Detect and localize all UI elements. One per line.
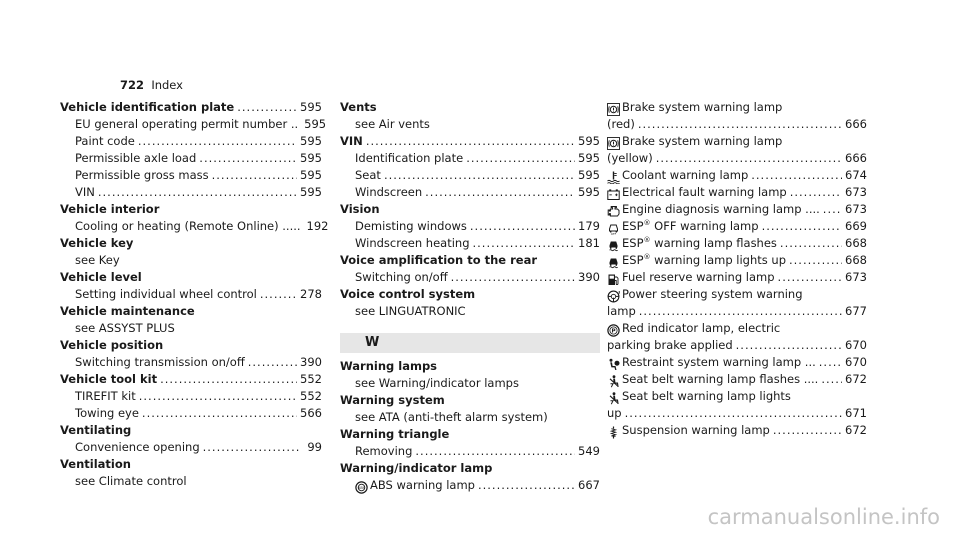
- index-entry-red: [607, 116, 867, 133]
- brake-icon: [607, 137, 620, 150]
- page-reference: 673: [845, 270, 867, 284]
- page-reference: 666: [845, 151, 867, 165]
- entry-text: Ventilating: [60, 423, 132, 437]
- leader-dots: [823, 201, 842, 218]
- index-entry-tirefit-kit: [60, 388, 322, 405]
- page-reference: 181: [578, 236, 600, 250]
- entry-text: Red indicator lamp, electric: [622, 321, 781, 335]
- index-heading-warning-system: [340, 392, 600, 409]
- index-entry-suspension-warning-lamp: [607, 422, 867, 439]
- leader-dots: [625, 405, 842, 422]
- index-entry-cooling-or-heating-remote-online: [60, 218, 329, 235]
- coolant-icon: [607, 171, 620, 184]
- entry-text: Suspension warning lamp: [622, 423, 770, 437]
- page-reference: 595: [304, 117, 327, 131]
- seatbelt-icon: [607, 375, 620, 388]
- restraint-icon: [607, 358, 620, 371]
- page-reference: 673: [845, 202, 867, 216]
- entry-text: Removing: [355, 444, 413, 458]
- leader-dots: [451, 269, 575, 286]
- index-heading-ventilation: [60, 456, 322, 473]
- index-entry-paint-code: [60, 133, 322, 150]
- leader-dots: [656, 150, 842, 167]
- index-entry-see-warning-indicator-lamps: [340, 375, 600, 392]
- index-entry-towing-eye: [60, 405, 322, 422]
- page-reference: 670: [845, 355, 867, 369]
- brake-icon: [607, 103, 620, 116]
- entry-text: Seat: [355, 168, 381, 182]
- entry-text: see LINGUATRONIC: [355, 304, 466, 318]
- entry-text: Vehicle interior: [60, 202, 160, 216]
- entry-text: Engine diagnosis warning lamp ....: [622, 202, 820, 216]
- entry-text: Demisting windows: [355, 219, 467, 233]
- leader-dots: [751, 167, 842, 184]
- entry-text: Convenience opening: [75, 440, 200, 454]
- entry-text: Warning/indicator lamp: [340, 461, 493, 475]
- svg-text:ABS: ABS: [357, 486, 366, 490]
- leader-dots: [789, 252, 842, 269]
- abs-icon: [355, 481, 368, 494]
- entry-text: Vehicle maintenance: [60, 304, 195, 318]
- entry-text: Electrical fault warning lamp: [622, 185, 787, 199]
- suspension-icon: [607, 426, 620, 439]
- index-entry-identification-plate: [340, 150, 600, 167]
- entry-text: lamp: [607, 304, 636, 318]
- entry-text: Towing eye: [75, 406, 139, 420]
- entry-text: ESP® warning lamp lights up: [622, 253, 786, 267]
- entry-text: VIN: [75, 185, 95, 199]
- entry-text: TIREFIT kit: [75, 389, 136, 403]
- page-reference: 667: [578, 478, 600, 492]
- leader-dots: [199, 150, 297, 167]
- entry-text: Ventilation: [60, 457, 131, 471]
- page-reference: 595: [300, 185, 322, 199]
- leader-dots: [736, 337, 842, 354]
- index-heading-voice-amplification-to-the-rear: [340, 252, 600, 269]
- entry-text: see Air vents: [355, 117, 430, 131]
- index-heading-vehicle-identification-plate: [60, 99, 322, 116]
- esp-off-icon: [607, 222, 620, 235]
- leader-dots: [473, 235, 576, 252]
- index-entry-fuel-reserve-warning-lamp: [607, 269, 867, 286]
- index-entry-lamp: [607, 303, 867, 320]
- entry-text: see ASSYST PLUS: [75, 321, 175, 335]
- engine-icon: [607, 205, 620, 218]
- entry-text: Vehicle tool kit: [60, 372, 158, 386]
- index-entry-see-ata-anti-theft-alarm-system: [340, 409, 600, 426]
- index-entry-up: [607, 405, 867, 422]
- index-heading-ventilating: [60, 422, 322, 439]
- entry-text: ESP® warning lamp flashes: [622, 236, 777, 250]
- entry-text: Vehicle key: [60, 236, 134, 250]
- index-entry-permissible-axle-load: [60, 150, 322, 167]
- page-reference: 278: [300, 287, 322, 301]
- page-reference: 677: [845, 304, 867, 318]
- index-entry-demisting-windows: [340, 218, 600, 235]
- index-heading-vehicle-interior: [60, 201, 322, 218]
- page-reference: 671: [845, 406, 867, 420]
- page-reference: 566: [300, 406, 322, 420]
- entry-text: Windscreen heating: [355, 236, 470, 250]
- entry-text: Permissible gross mass: [75, 168, 209, 182]
- page-reference: 674: [845, 168, 867, 182]
- page-reference: 670: [845, 338, 867, 352]
- svg-text:OFF: OFF: [610, 231, 617, 235]
- leader-dots: [639, 303, 842, 320]
- index-entry-esp-warning-lamp-lights-up: [607, 252, 867, 269]
- index-entry-abs-warning-lamp: [340, 477, 600, 494]
- leader-dots: [212, 167, 297, 184]
- index-heading-vin: [340, 133, 600, 150]
- index-entry-switching-on-off: [340, 269, 600, 286]
- entry-text: Setting individual wheel control: [75, 287, 257, 301]
- entry-text: Fuel reserve warning lamp: [622, 270, 775, 284]
- leader-dots: [139, 388, 297, 405]
- section-header-w: W: [340, 333, 600, 353]
- index-heading-vehicle-tool-kit: [60, 371, 322, 388]
- index-heading-warning-lamps: [340, 358, 600, 375]
- page-reference: 552: [300, 389, 322, 403]
- index-entry-windscreen-heating: [340, 235, 600, 252]
- page-reference: 673: [845, 185, 867, 199]
- leader-dots: [415, 443, 575, 460]
- index-entry-power-steering-system-warning: [607, 286, 867, 303]
- page-reference: 595: [578, 151, 600, 165]
- index-entry-brake-system-warning-lamp: [607, 133, 867, 150]
- entry-text: Vision: [340, 202, 380, 216]
- index-entry-seat-belt-warning-lamp-flashes: [607, 371, 867, 388]
- entry-text: Switching on/off: [355, 270, 448, 284]
- page-reference: 549: [578, 444, 600, 458]
- page-header: [120, 78, 183, 92]
- leader-dots: [819, 354, 842, 371]
- entry-text: Seat belt warning lamp lights: [622, 389, 791, 403]
- leader-dots: [425, 184, 575, 201]
- page-reference: 668: [845, 236, 867, 250]
- page-reference: 595: [578, 168, 600, 182]
- entry-text: VIN: [340, 134, 363, 148]
- index-heading-voice-control-system: [340, 286, 600, 303]
- fuel-icon: [607, 273, 620, 286]
- leader-dots: [98, 184, 297, 201]
- entry-text: Vehicle level: [60, 270, 142, 284]
- leader-dots: [366, 133, 575, 150]
- index-entry-seat-belt-warning-lamp-lights: [607, 388, 867, 405]
- entry-text: see Warning/indicator lamps: [355, 376, 519, 390]
- entry-text: see Key: [75, 253, 120, 267]
- index-entry-eu-general-operating-permit-number: [60, 116, 327, 133]
- index-entry-setting-individual-wheel-control: [60, 286, 322, 303]
- entry-text: Voice control system: [340, 287, 476, 301]
- leader-dots: [773, 422, 842, 439]
- page-reference: 192: [306, 219, 329, 233]
- entry-text: Warning system: [340, 393, 445, 407]
- leader-dots: [248, 354, 297, 371]
- entry-text: Warning lamps: [340, 359, 438, 373]
- steering-icon: [607, 290, 620, 303]
- index-heading-warning-indicator-lamp: [340, 460, 600, 477]
- page-reference: 595: [300, 151, 322, 165]
- entry-text: (yellow): [607, 151, 653, 165]
- index-heading-vehicle-level: [60, 269, 322, 286]
- entry-text: Windscreen: [355, 185, 423, 199]
- page-reference: 595: [300, 100, 322, 114]
- leader-dots: [470, 218, 575, 235]
- index-entry-see-climate-control: [60, 473, 322, 490]
- entry-text: Paint code: [75, 134, 135, 148]
- index-column-3: [607, 99, 867, 439]
- index-entry-coolant-warning-lamp: [607, 167, 867, 184]
- index-column-1: [60, 99, 329, 490]
- index-heading-vents: [340, 99, 600, 116]
- entry-text: Seat belt warning lamp flashes ....: [622, 372, 819, 386]
- page-reference: 390: [578, 270, 600, 284]
- page-reference: 595: [578, 185, 600, 199]
- entry-text: Power steering system warning: [622, 287, 803, 301]
- leader-dots: [203, 439, 299, 456]
- entry-text: see Climate control: [75, 474, 187, 488]
- index-column-2: [340, 99, 600, 494]
- entry-text: (red): [607, 117, 635, 131]
- index-heading-vehicle-key: [60, 235, 322, 252]
- entry-text: Brake system warning lamp: [622, 100, 783, 114]
- page-reference: 669: [845, 219, 867, 233]
- leader-dots: [260, 286, 297, 303]
- index-heading-vehicle-position: [60, 337, 322, 354]
- entry-text: Restraint system warning lamp ...: [622, 355, 816, 369]
- index-entry-switching-transmission-on-off: [60, 354, 322, 371]
- index-entry-see-assyst-plus: [60, 320, 322, 337]
- leader-dots: [478, 477, 575, 494]
- page-reference: 672: [845, 423, 867, 437]
- index-entry-see-key: [60, 252, 322, 269]
- page-reference: 179: [578, 219, 600, 233]
- index-entry-electrical-fault-warning-lamp: [607, 184, 867, 201]
- esp-icon: [607, 239, 620, 252]
- index-heading-warning-triangle: [340, 426, 600, 443]
- entry-text: Vehicle identification plate: [60, 100, 235, 114]
- entry-text: Switching transmission on/off: [75, 355, 245, 369]
- leader-dots: [142, 405, 297, 422]
- leader-dots: [780, 235, 842, 252]
- entry-text: Brake system warning lamp: [622, 134, 783, 148]
- index-entry-brake-system-warning-lamp: [607, 99, 867, 116]
- entry-text: Vehicle position: [60, 338, 164, 352]
- page-reference: 99: [307, 440, 322, 454]
- index-entry-see-air-vents: [340, 116, 600, 133]
- page-reference: 595: [300, 134, 322, 148]
- leader-dots: [160, 371, 297, 388]
- leader-dots: [237, 99, 297, 116]
- index-entry-convenience-opening: [60, 439, 322, 456]
- index-heading-vision: [340, 201, 600, 218]
- index-entry-seat: [340, 167, 600, 184]
- index-entry-vin: [60, 184, 322, 201]
- page-reference: 668: [845, 253, 867, 267]
- index-entry-see-linguatronic: [340, 303, 600, 320]
- esp-icon: [607, 256, 620, 269]
- page-reference: 595: [300, 168, 322, 182]
- index-entry-red-indicator-lamp-electric: [607, 320, 867, 337]
- parking-brake-icon: [607, 324, 620, 337]
- entry-text: Identification plate: [355, 151, 464, 165]
- entry-text: up: [607, 406, 622, 420]
- entry-text: see ATA (anti-theft alarm system): [355, 410, 548, 424]
- index-entry-restraint-system-warning-lamp: [607, 354, 867, 371]
- entry-text: parking brake applied: [607, 338, 733, 352]
- watermark: carmanualsonline.info: [707, 505, 940, 529]
- index-entry-yellow: [607, 150, 867, 167]
- leader-dots: [821, 371, 842, 388]
- leader-dots: [384, 167, 575, 184]
- leader-dots: [138, 133, 297, 150]
- entry-text: Cooling or heating (Remote Online) .....: [75, 219, 301, 233]
- page-number: 722: [120, 78, 145, 92]
- leader-dots: [638, 116, 842, 133]
- page-title: Index: [151, 78, 183, 92]
- index-entry-permissible-gross-mass: [60, 167, 322, 184]
- entry-text: ESP® OFF warning lamp: [622, 219, 759, 233]
- entry-text: Voice amplification to the rear: [340, 253, 538, 267]
- battery-icon: [607, 188, 620, 201]
- seatbelt-icon: [607, 392, 620, 405]
- entry-text: ABS warning lamp: [370, 478, 475, 492]
- page-reference: 390: [300, 355, 322, 369]
- entry-text: Coolant warning lamp: [622, 168, 749, 182]
- entry-text: Warning triangle: [340, 427, 450, 441]
- entry-text: EU general operating permit number ..: [75, 117, 299, 131]
- page-reference: 595: [578, 134, 600, 148]
- page-reference: 666: [845, 117, 867, 131]
- index-entry-removing: [340, 443, 600, 460]
- page-reference: 552: [300, 372, 322, 386]
- entry-text: Permissible axle load: [75, 151, 197, 165]
- leader-dots: [466, 150, 575, 167]
- svg-text:P: P: [611, 328, 616, 335]
- index-heading-vehicle-maintenance: [60, 303, 322, 320]
- leader-dots: [778, 269, 843, 286]
- index-entry-windscreen: [340, 184, 600, 201]
- leader-dots: [790, 184, 842, 201]
- page-reference: 672: [845, 372, 867, 386]
- entry-text: Vents: [340, 100, 377, 114]
- index-entry-parking-brake-applied: [607, 337, 867, 354]
